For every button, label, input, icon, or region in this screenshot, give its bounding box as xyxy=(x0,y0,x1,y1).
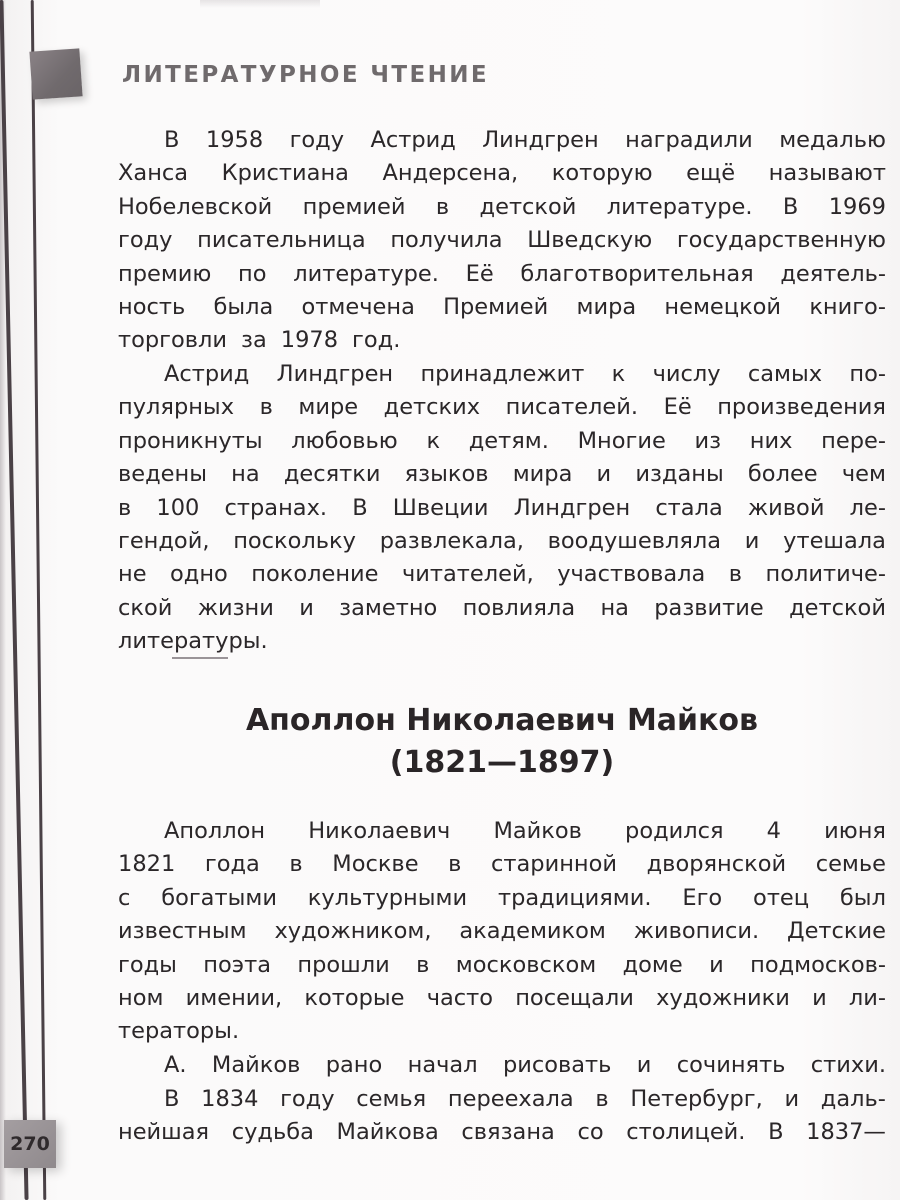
word: более xyxy=(747,461,818,488)
text-line xyxy=(118,458,886,491)
word: них xyxy=(749,427,793,454)
word: с xyxy=(118,884,131,911)
word: богатыми xyxy=(161,884,277,911)
word: пере- xyxy=(821,427,886,454)
text-line xyxy=(118,982,886,1015)
word: странах. xyxy=(224,494,328,521)
word: Ханса xyxy=(118,160,189,187)
text-line xyxy=(118,525,886,558)
word: детских xyxy=(383,394,481,421)
word: Майкова xyxy=(336,1119,439,1146)
word: одно xyxy=(170,561,228,588)
word: на xyxy=(231,461,260,488)
page-number: 270 xyxy=(10,1133,50,1155)
word: год. xyxy=(352,327,401,354)
word: государственную xyxy=(676,227,886,254)
word: году xyxy=(289,127,345,153)
word: ведены xyxy=(118,461,207,488)
word: художником, xyxy=(274,918,432,945)
word: самых xyxy=(747,361,823,387)
word: поскольку xyxy=(233,527,356,554)
word: жизни xyxy=(197,594,274,621)
word: и xyxy=(636,1052,652,1078)
word: мира xyxy=(576,293,637,320)
word: мире xyxy=(298,394,359,421)
word: Майков xyxy=(493,818,582,844)
word: 1834 xyxy=(201,1086,259,1112)
text-line xyxy=(118,1049,886,1082)
word: в xyxy=(289,851,303,878)
word: по xyxy=(238,260,267,287)
word: года xyxy=(204,851,260,878)
word: не xyxy=(118,561,147,588)
word: культурными xyxy=(307,884,468,911)
page-number-tab xyxy=(4,1120,56,1168)
word: медалью xyxy=(779,127,886,153)
word: ли- xyxy=(848,984,886,1011)
word: повлияла xyxy=(462,594,576,621)
word: утешала xyxy=(783,527,886,554)
word: в xyxy=(728,561,743,588)
word: литературе. xyxy=(606,193,753,220)
word: живой xyxy=(747,494,825,521)
word: Аполлон xyxy=(164,818,266,844)
word: десятки xyxy=(283,461,381,488)
word: доме xyxy=(622,951,683,978)
word: 1837— xyxy=(806,1119,886,1146)
word: ской xyxy=(118,594,173,621)
word: 4 xyxy=(766,818,781,844)
word: числу xyxy=(652,361,721,387)
word: языков xyxy=(404,461,489,488)
word: любовью xyxy=(291,427,398,454)
word: академиком xyxy=(459,918,606,945)
text-line xyxy=(118,425,886,458)
word: из xyxy=(694,427,722,454)
word: к xyxy=(426,427,441,454)
word: принадлежит xyxy=(420,361,585,387)
word: отмечена xyxy=(301,293,415,320)
word: по- xyxy=(849,361,886,387)
running-header-title: ЛИТЕРАТУРНОЕ ЧТЕНИЕ xyxy=(122,62,490,88)
word: произведения xyxy=(717,394,886,421)
text-line xyxy=(118,882,886,915)
word: даль- xyxy=(820,1086,886,1112)
word: пулярных xyxy=(118,394,235,421)
word: получила xyxy=(390,227,503,254)
text-line xyxy=(118,157,886,190)
word: Многие xyxy=(577,427,666,454)
word: старинной xyxy=(491,851,618,878)
word: политиче- xyxy=(765,561,886,588)
word: традициями. xyxy=(497,884,652,911)
author-heading-years: (1821—1897) xyxy=(389,745,615,780)
word: стала xyxy=(655,494,723,521)
word: 1978 xyxy=(280,327,339,354)
word: ещё xyxy=(686,160,736,187)
word: называют xyxy=(768,160,886,187)
word: годы xyxy=(118,951,177,978)
word: часто xyxy=(426,984,494,1011)
word: В xyxy=(352,494,368,521)
word: Майков xyxy=(211,1052,301,1078)
divider-rule xyxy=(172,657,228,659)
word: Петербург, xyxy=(630,1086,763,1112)
word: была xyxy=(213,293,274,320)
word: Москве xyxy=(332,851,419,878)
scan-smudge xyxy=(200,0,320,8)
word: воодушевляла xyxy=(547,527,722,554)
maykov-paragraph-3 xyxy=(118,1083,886,1150)
word: за xyxy=(241,327,267,354)
text-line xyxy=(118,915,886,948)
word: в xyxy=(259,394,273,421)
text-line xyxy=(118,391,886,424)
text-line xyxy=(118,358,886,391)
word: ле- xyxy=(849,494,886,521)
word: Детские xyxy=(787,918,886,945)
word: детской xyxy=(479,193,577,220)
author-heading xyxy=(118,700,886,784)
word: развитие xyxy=(654,594,764,621)
word: художники xyxy=(656,984,790,1011)
word: которые xyxy=(304,984,405,1011)
word: поколение xyxy=(251,561,379,588)
word: В xyxy=(768,1119,784,1146)
word: семье xyxy=(815,851,886,878)
word: Нобелевской xyxy=(118,193,273,220)
word: судьба xyxy=(231,1119,314,1146)
word: на xyxy=(600,594,629,621)
word: прошли xyxy=(297,951,390,978)
word: рано xyxy=(325,1052,383,1078)
text-line xyxy=(118,558,886,591)
word: благотворительная xyxy=(520,260,754,287)
word: ном xyxy=(118,984,164,1011)
word: тераторы. xyxy=(118,1018,240,1045)
word: в xyxy=(448,851,462,878)
word: Астрид xyxy=(370,127,456,153)
word: в xyxy=(595,1086,609,1112)
word: торговли xyxy=(118,327,228,354)
word: рисовать xyxy=(502,1052,612,1078)
text-line xyxy=(118,1015,886,1048)
word: стихи. xyxy=(810,1052,886,1078)
word: 100 xyxy=(156,494,200,521)
word: Николаевич xyxy=(308,818,451,844)
word: Премией xyxy=(443,293,549,320)
word: известным xyxy=(118,918,247,945)
word: Её xyxy=(465,260,494,287)
word: подмосков- xyxy=(750,951,886,978)
word: в xyxy=(118,494,132,521)
word: июня xyxy=(824,818,886,844)
word: Андерсена, xyxy=(382,160,519,187)
word: детям. xyxy=(468,427,549,454)
word: литературе. xyxy=(293,260,439,287)
word: Линдгрен xyxy=(276,361,394,387)
word: проникнуты xyxy=(118,427,263,454)
word: Линдгрен xyxy=(513,494,631,521)
word: и xyxy=(812,984,827,1011)
text-line xyxy=(118,848,886,881)
word: со xyxy=(577,1119,604,1146)
word: наградили xyxy=(625,127,753,153)
word: переехала xyxy=(447,1086,574,1112)
margin-rule-inner xyxy=(31,0,47,1200)
text-line xyxy=(118,291,886,324)
word: Его xyxy=(682,884,723,911)
author-heading-name: Аполлон Николаевич Майков xyxy=(245,703,759,738)
word: читателей, xyxy=(401,561,534,588)
word: премию xyxy=(118,260,212,287)
text-line xyxy=(118,191,886,224)
word: московском xyxy=(455,951,597,978)
word: и xyxy=(596,461,612,488)
word: 1969 xyxy=(828,193,886,220)
word: изданы xyxy=(635,461,724,488)
word: Кристиана xyxy=(221,160,349,187)
word: Линдгрен xyxy=(482,127,599,153)
word: Швеции xyxy=(392,494,489,521)
text-line xyxy=(118,625,886,658)
word: мира xyxy=(512,461,573,488)
word: и xyxy=(709,951,724,978)
lindgren-paragraph-2 xyxy=(118,358,886,659)
word: году xyxy=(118,227,173,254)
word: гендой, xyxy=(118,527,210,554)
word: деятель- xyxy=(780,260,886,287)
word: начал xyxy=(407,1052,478,1078)
word: к xyxy=(611,361,626,387)
word: посещали xyxy=(515,984,634,1011)
word: имении, xyxy=(185,984,283,1011)
word: развлекала, xyxy=(379,527,524,554)
section-marker-square-icon xyxy=(29,48,82,99)
word: и xyxy=(784,1086,800,1112)
word: Её xyxy=(663,394,692,421)
word: поэта xyxy=(203,951,272,978)
word: 1821 xyxy=(118,851,176,878)
maykov-paragraph-2 xyxy=(118,1049,886,1082)
word: семья xyxy=(356,1086,427,1112)
word: В xyxy=(164,127,180,153)
word: ность xyxy=(118,293,186,320)
word: отец xyxy=(753,884,810,911)
text-line xyxy=(118,492,886,525)
word: живописи. xyxy=(633,918,760,945)
text-line xyxy=(118,1083,886,1116)
word: дворянской xyxy=(646,851,787,878)
text-line xyxy=(118,1116,886,1149)
maykov-paragraph-1 xyxy=(118,815,886,1049)
word: сочинять xyxy=(676,1052,786,1078)
text-line xyxy=(118,592,886,625)
word: заметно xyxy=(339,594,438,621)
word: В xyxy=(164,1086,180,1112)
word: родился xyxy=(625,818,724,844)
text-line xyxy=(118,324,886,357)
word: Астрид xyxy=(164,361,250,387)
text-line xyxy=(118,949,886,982)
word: участвовала xyxy=(557,561,706,588)
word: столицей. xyxy=(626,1119,746,1146)
word: 1958 xyxy=(205,127,264,153)
text-line xyxy=(118,815,886,848)
word: литературы. xyxy=(118,628,268,655)
word: в xyxy=(416,951,430,978)
word: Шведскую xyxy=(527,227,653,254)
word: был xyxy=(839,884,886,911)
text-line xyxy=(118,224,886,257)
word: В xyxy=(782,193,799,220)
word: детской xyxy=(789,594,886,621)
word: премией xyxy=(302,193,406,220)
word: и xyxy=(299,594,314,621)
word: нейшая xyxy=(118,1119,210,1146)
word: писательница xyxy=(197,227,366,254)
word: которую xyxy=(551,160,653,187)
lindgren-paragraph-1 xyxy=(118,124,886,358)
word: связана xyxy=(461,1119,555,1146)
word: А. xyxy=(164,1052,187,1078)
word: и xyxy=(744,527,760,554)
text-line xyxy=(118,124,886,157)
word: книго- xyxy=(809,293,886,320)
word: чем xyxy=(841,461,886,488)
text-line xyxy=(118,258,886,291)
word: писателей. xyxy=(505,394,639,421)
word: немецкой xyxy=(664,293,782,320)
word: в xyxy=(435,193,450,220)
word: году xyxy=(280,1086,335,1112)
